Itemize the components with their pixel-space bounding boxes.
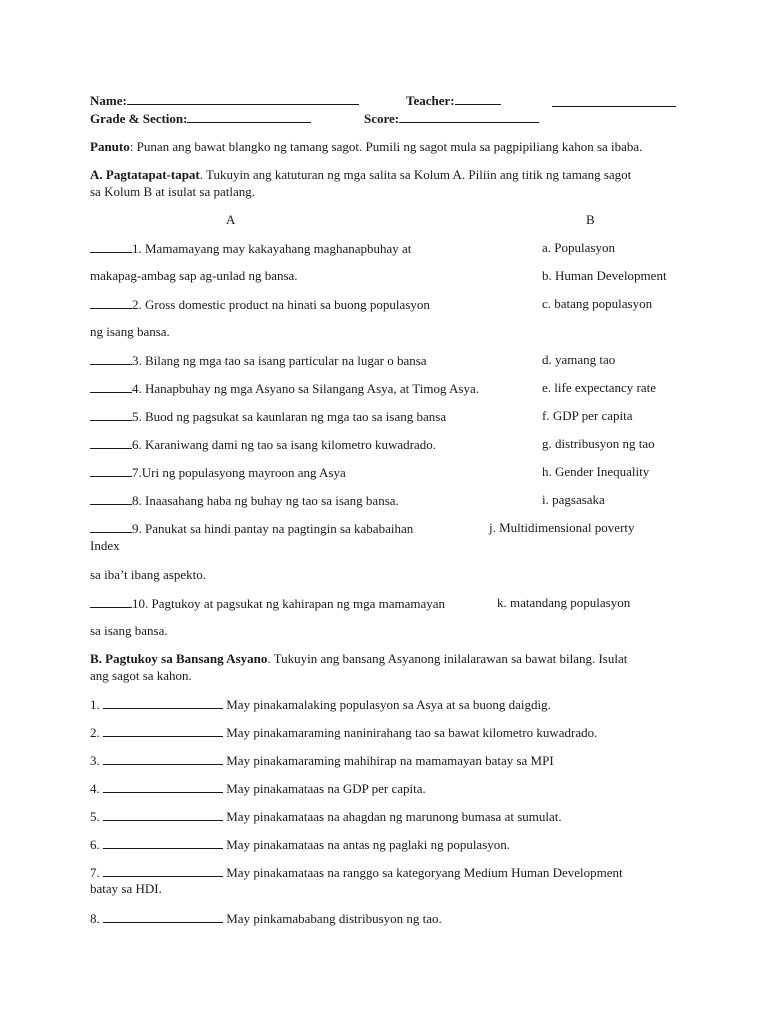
item-text: May pinakamataas na GDP per capita. — [226, 781, 426, 796]
item-a-8 — [90, 492, 399, 509]
answer-blank-10[interactable] — [90, 595, 132, 608]
item-index-wrap: Index — [90, 538, 120, 553]
item-a-10-cont: sa isang bansa. — [90, 623, 168, 638]
item-a-6 — [90, 436, 436, 453]
answer-blank-7[interactable] — [90, 464, 132, 477]
choice-c: c. batang populasyon — [542, 296, 653, 311]
name-label: Name: — [90, 93, 127, 108]
column-b-header: B — [586, 212, 595, 227]
answer-box-6[interactable] — [103, 836, 223, 849]
answer-blank-1[interactable] — [90, 240, 132, 253]
section-b-title: B. Pagtukoy sa Bansang Asyano — [90, 651, 268, 666]
section-b-heading — [90, 651, 627, 667]
item-text: 9. Panukat sa hindi pantay na pagtingin sa kababaihan — [132, 521, 414, 536]
teacher-label: Teacher: — [406, 93, 455, 108]
section-a-title: A. Pagtatapat-tapat — [90, 167, 200, 182]
answer-blank-2[interactable] — [90, 296, 132, 309]
item-a-1 — [90, 240, 411, 257]
item-number: 3. — [90, 753, 100, 768]
instructions-text: : Punan ang bawat blangko ng tamang sagot. Pumili ng sagot mula sa pagpipiliang kahon sa ibaba. — [129, 139, 643, 154]
item-text: May pinakamaraming naninirahang tao sa bawat kilometro kuwadrado. — [226, 725, 598, 740]
section-b-desc-2: ang sagot sa kahon. — [90, 668, 192, 683]
item-b-3 — [90, 752, 554, 769]
answer-box-8[interactable] — [103, 910, 223, 923]
teacher-blank[interactable] — [455, 92, 501, 105]
item-a-1-cont: makapag-ambag sap ag-unlad ng bansa. — [90, 268, 298, 283]
answer-blank-9[interactable] — [90, 520, 132, 533]
extra-blank[interactable] — [552, 94, 676, 107]
item-a-9 — [90, 520, 413, 537]
item-text: May pinakamalaking populasyon sa Asya at sa buong daigdig. — [226, 697, 551, 712]
item-text: 5. Buod ng pagsukat sa kaunlaran ng mga tao sa isang bansa — [132, 409, 447, 424]
item-a-3 — [90, 352, 427, 369]
name-field — [90, 92, 359, 109]
section-a-heading — [90, 167, 631, 183]
answer-box-7[interactable] — [103, 864, 223, 877]
item-b-8 — [90, 910, 442, 927]
answer-box-5[interactable] — [103, 808, 223, 821]
item-text: 1. Mamamayang may kakayahang maghanapbuhay at — [132, 241, 412, 256]
name-blank[interactable] — [127, 92, 359, 105]
section-b-desc: . Tukuyin ang bansang Asyanong inilalarawan sa bawat bilang. Isulat — [267, 651, 628, 666]
choice-g: g. distribusyon ng tao — [542, 436, 655, 451]
item-text: 2. Gross domestic product na hinati sa buong populasyon — [132, 297, 430, 312]
item-text: 8. Inaasahang haba ng buhay ng tao sa isang bansa. — [132, 493, 399, 508]
item-text: 3. Bilang ng mga tao sa isang particular na lugar o bansa — [132, 353, 427, 368]
choice-h: h. Gender Inequality — [542, 464, 650, 479]
item-b-6 — [90, 836, 510, 853]
choice-f: f. GDP per capita — [542, 408, 633, 423]
item-text: May pinakamataas na ranggo sa kategoryang Medium Human Development — [226, 865, 623, 880]
choice-i: i. pagsasaka — [542, 492, 605, 507]
item-a-9-cont: sa iba’t ibang aspekto. — [90, 567, 207, 582]
item-b-4 — [90, 780, 426, 797]
item-a-4 — [90, 380, 479, 397]
item-number: 1. — [90, 697, 100, 712]
item-number: 5. — [90, 809, 100, 824]
grade-field — [90, 110, 311, 127]
item-b-2 — [90, 724, 597, 741]
item-b-7-cont: batay sa HDI. — [90, 881, 162, 896]
score-label: Score: — [364, 111, 400, 126]
score-blank[interactable] — [399, 110, 539, 123]
item-number: 2. — [90, 725, 100, 740]
item-b-5 — [90, 808, 562, 825]
item-text: May pinakamataas na ahagdan ng marunong bumasa at sumulat. — [226, 809, 562, 824]
teacher-field — [406, 92, 501, 109]
section-a-desc-2: sa Kolum B at isulat sa patlang. — [90, 184, 256, 199]
choice-d: d. yamang tao — [542, 352, 616, 367]
instructions — [90, 139, 642, 155]
instructions-label: Panuto — [90, 139, 130, 154]
item-text: May pinakamataas na antas ng paglaki ng populasyon. — [226, 837, 511, 852]
answer-blank-8[interactable] — [90, 492, 132, 505]
grade-label: Grade & Section: — [90, 111, 188, 126]
item-text: 4. Hanapbuhay ng mga Asyano sa Silangang Asya, at Timog Asya. — [132, 381, 480, 396]
choice-j: j. Multidimensional poverty — [489, 520, 635, 535]
choice-b: b. Human Development — [542, 268, 667, 283]
answer-box-3[interactable] — [103, 752, 223, 765]
choice-k: k. matandang populasyon — [497, 595, 631, 610]
item-text: 6. Karaniwang dami ng tao sa isang kilometro kuwadrado. — [132, 437, 436, 452]
answer-blank-5[interactable] — [90, 408, 132, 421]
item-text: 7.Uri ng populasyong mayroon ang Asya — [132, 465, 346, 480]
item-number: 8. — [90, 911, 100, 926]
item-text: May pinakamaraming mahihirap na mamamayan batay sa MPI — [226, 753, 554, 768]
item-b-1 — [90, 696, 551, 713]
item-b-7 — [90, 864, 623, 881]
choice-e: e. life expectancy rate — [542, 380, 657, 395]
item-number: 7. — [90, 865, 100, 880]
item-text: May pinkamababang distribusyon ng tao. — [226, 911, 442, 926]
answer-box-1[interactable] — [103, 696, 223, 709]
item-a-2 — [90, 296, 430, 313]
item-a-7 — [90, 464, 346, 481]
answer-box-2[interactable] — [103, 724, 223, 737]
column-a-header: A — [226, 212, 236, 227]
item-number: 4. — [90, 781, 100, 796]
answer-blank-6[interactable] — [90, 436, 132, 449]
choice-a: a. Populasyon — [542, 240, 615, 255]
item-a-2-cont: ng isang bansa. — [90, 324, 170, 339]
grade-blank[interactable] — [187, 110, 311, 123]
item-a-10 — [90, 595, 445, 612]
section-a-desc: . Tukuyin ang katuturan ng mga salita sa Kolum A. Piliin ang titik ng tamang sagot — [199, 167, 632, 182]
item-number: 6. — [90, 837, 100, 852]
answer-blank-4[interactable] — [90, 380, 132, 393]
item-a-5 — [90, 408, 446, 425]
answer-blank-3[interactable] — [90, 352, 132, 365]
score-field — [364, 110, 539, 127]
answer-box-4[interactable] — [103, 780, 223, 793]
item-text: 10. Pagtukoy at pagsukat ng kahirapan ng mga mamamayan — [132, 596, 446, 611]
